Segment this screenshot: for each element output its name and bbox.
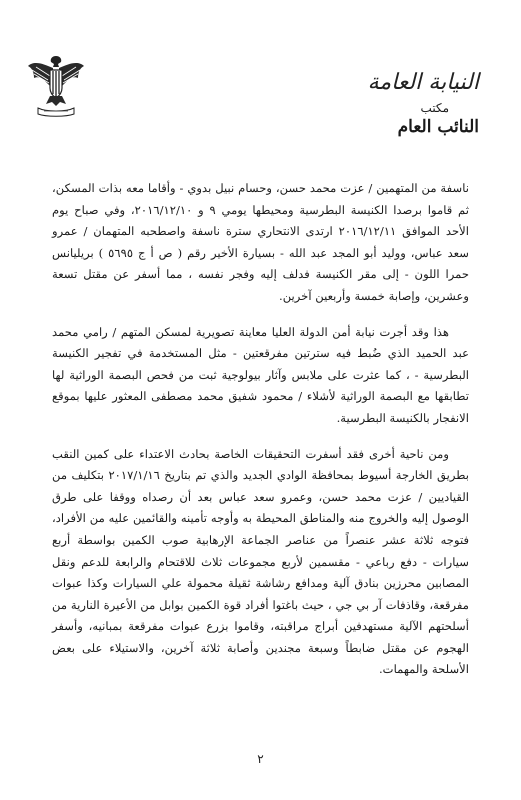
letterhead xyxy=(329,70,479,138)
letterhead-title: النائب العام xyxy=(397,117,479,137)
page-number: ٢ xyxy=(257,752,264,766)
paragraph-2: هذا وقد أجرت نيابة أمن الدولة العليا معاينة تصويرية لمسكن المتهم / رامي محمد عبد الحميد الذي ضُبط فيه سترتين مفرقعتين - مثل المستخدمة في تفجير الكنيسة البطرسية - ، كما عثرت على ملابس وآثار بيولوجية ثبت من فحص البصمة الوراثية لها تطابقها مع البصمة الوراثية لأشلاء / محمود شفيق محمد مصطفى المعثور عليها بموقع الانفجار بالكنيسة البطرسية. xyxy=(52,324,469,425)
letterhead-organization: النيابة العامة xyxy=(367,70,479,95)
letterhead-office: مكتب xyxy=(420,101,449,115)
document-body xyxy=(52,178,469,695)
paragraph-3: ومن ناحية أخرى فقد أسفرت التحقيقات الخاصة بحادث الاعتداء على كمين النقب بطريق الخارجة أسيوط بمحافظة الوادي الجديد والذي تم بتاريخ ٢٠١٧/١/١٦ بتكليف من القياديين / عزت محمد حسن، وعمرو سعد عباس بعد أن رصداه ووقفا على طرق الوصول إليه والخروج منه والمناطق المحيطة به وأوجه تأمينه والقائمين عليه من الأفراد، فتوجه ثلاثة عشر عنصراً من عناصر الجماعة الإرهابية صوب الكمين بواسطة أربع سيارات - دفع رباعي - مقسمين لأربع مجموعات ثلاث للاقتحام والرابعة للدعم ونقل المصابين محرزين بنادق آلية ومدافع رشاشة ثقيلة محمولة علي السيارات وكذا عبوات مفرقعة، وقاذفات آر بي جي ، حيث باغتوا أفراد قوة الكمين بوابل من الأعيرة النارية من أسلحتهم الآلية مستهدفين أبراج مراقبته، وقاموا بزرع عبوات مفرقعة بمبانيه، وأسفر الهجوم عن مقتل ضابطاً وسبعة مجندين وأصابة ثلاثة آخرين، والاستيلاء على بعض الأسلحة والمهمات. xyxy=(52,446,470,677)
paragraph-1: ناسفة من المتهمين / عزت محمد حسن، وحسام نبيل بدوي - وأقاما معه بذات المسكن، ثم قاموا برصدا الكنيسة البطرسية ومحيطها يومي ٩ و ٢٠١٦/١٢/١٠، وفي صباح يوم الأحد الموافق ٢٠١٦/١٢/١١ ارتدى الانتحاري سترة ناسفة واصطحبه المتهمان / عمرو سعد عباس، ووليد أبو المجد عبد الله - بسيارة الأخير رقم ( ص أ ج ٥٦٩٥ ) بريليانس حمرا اللون - إلى مقر الكنيسة فدلف إليه وفجر نفسه ، مما أسفر عن مقتل تسعة وعشرين، وإصابة خمسة وأربعين آخرين. xyxy=(52,181,469,303)
eagle-emblem-icon xyxy=(26,52,86,118)
